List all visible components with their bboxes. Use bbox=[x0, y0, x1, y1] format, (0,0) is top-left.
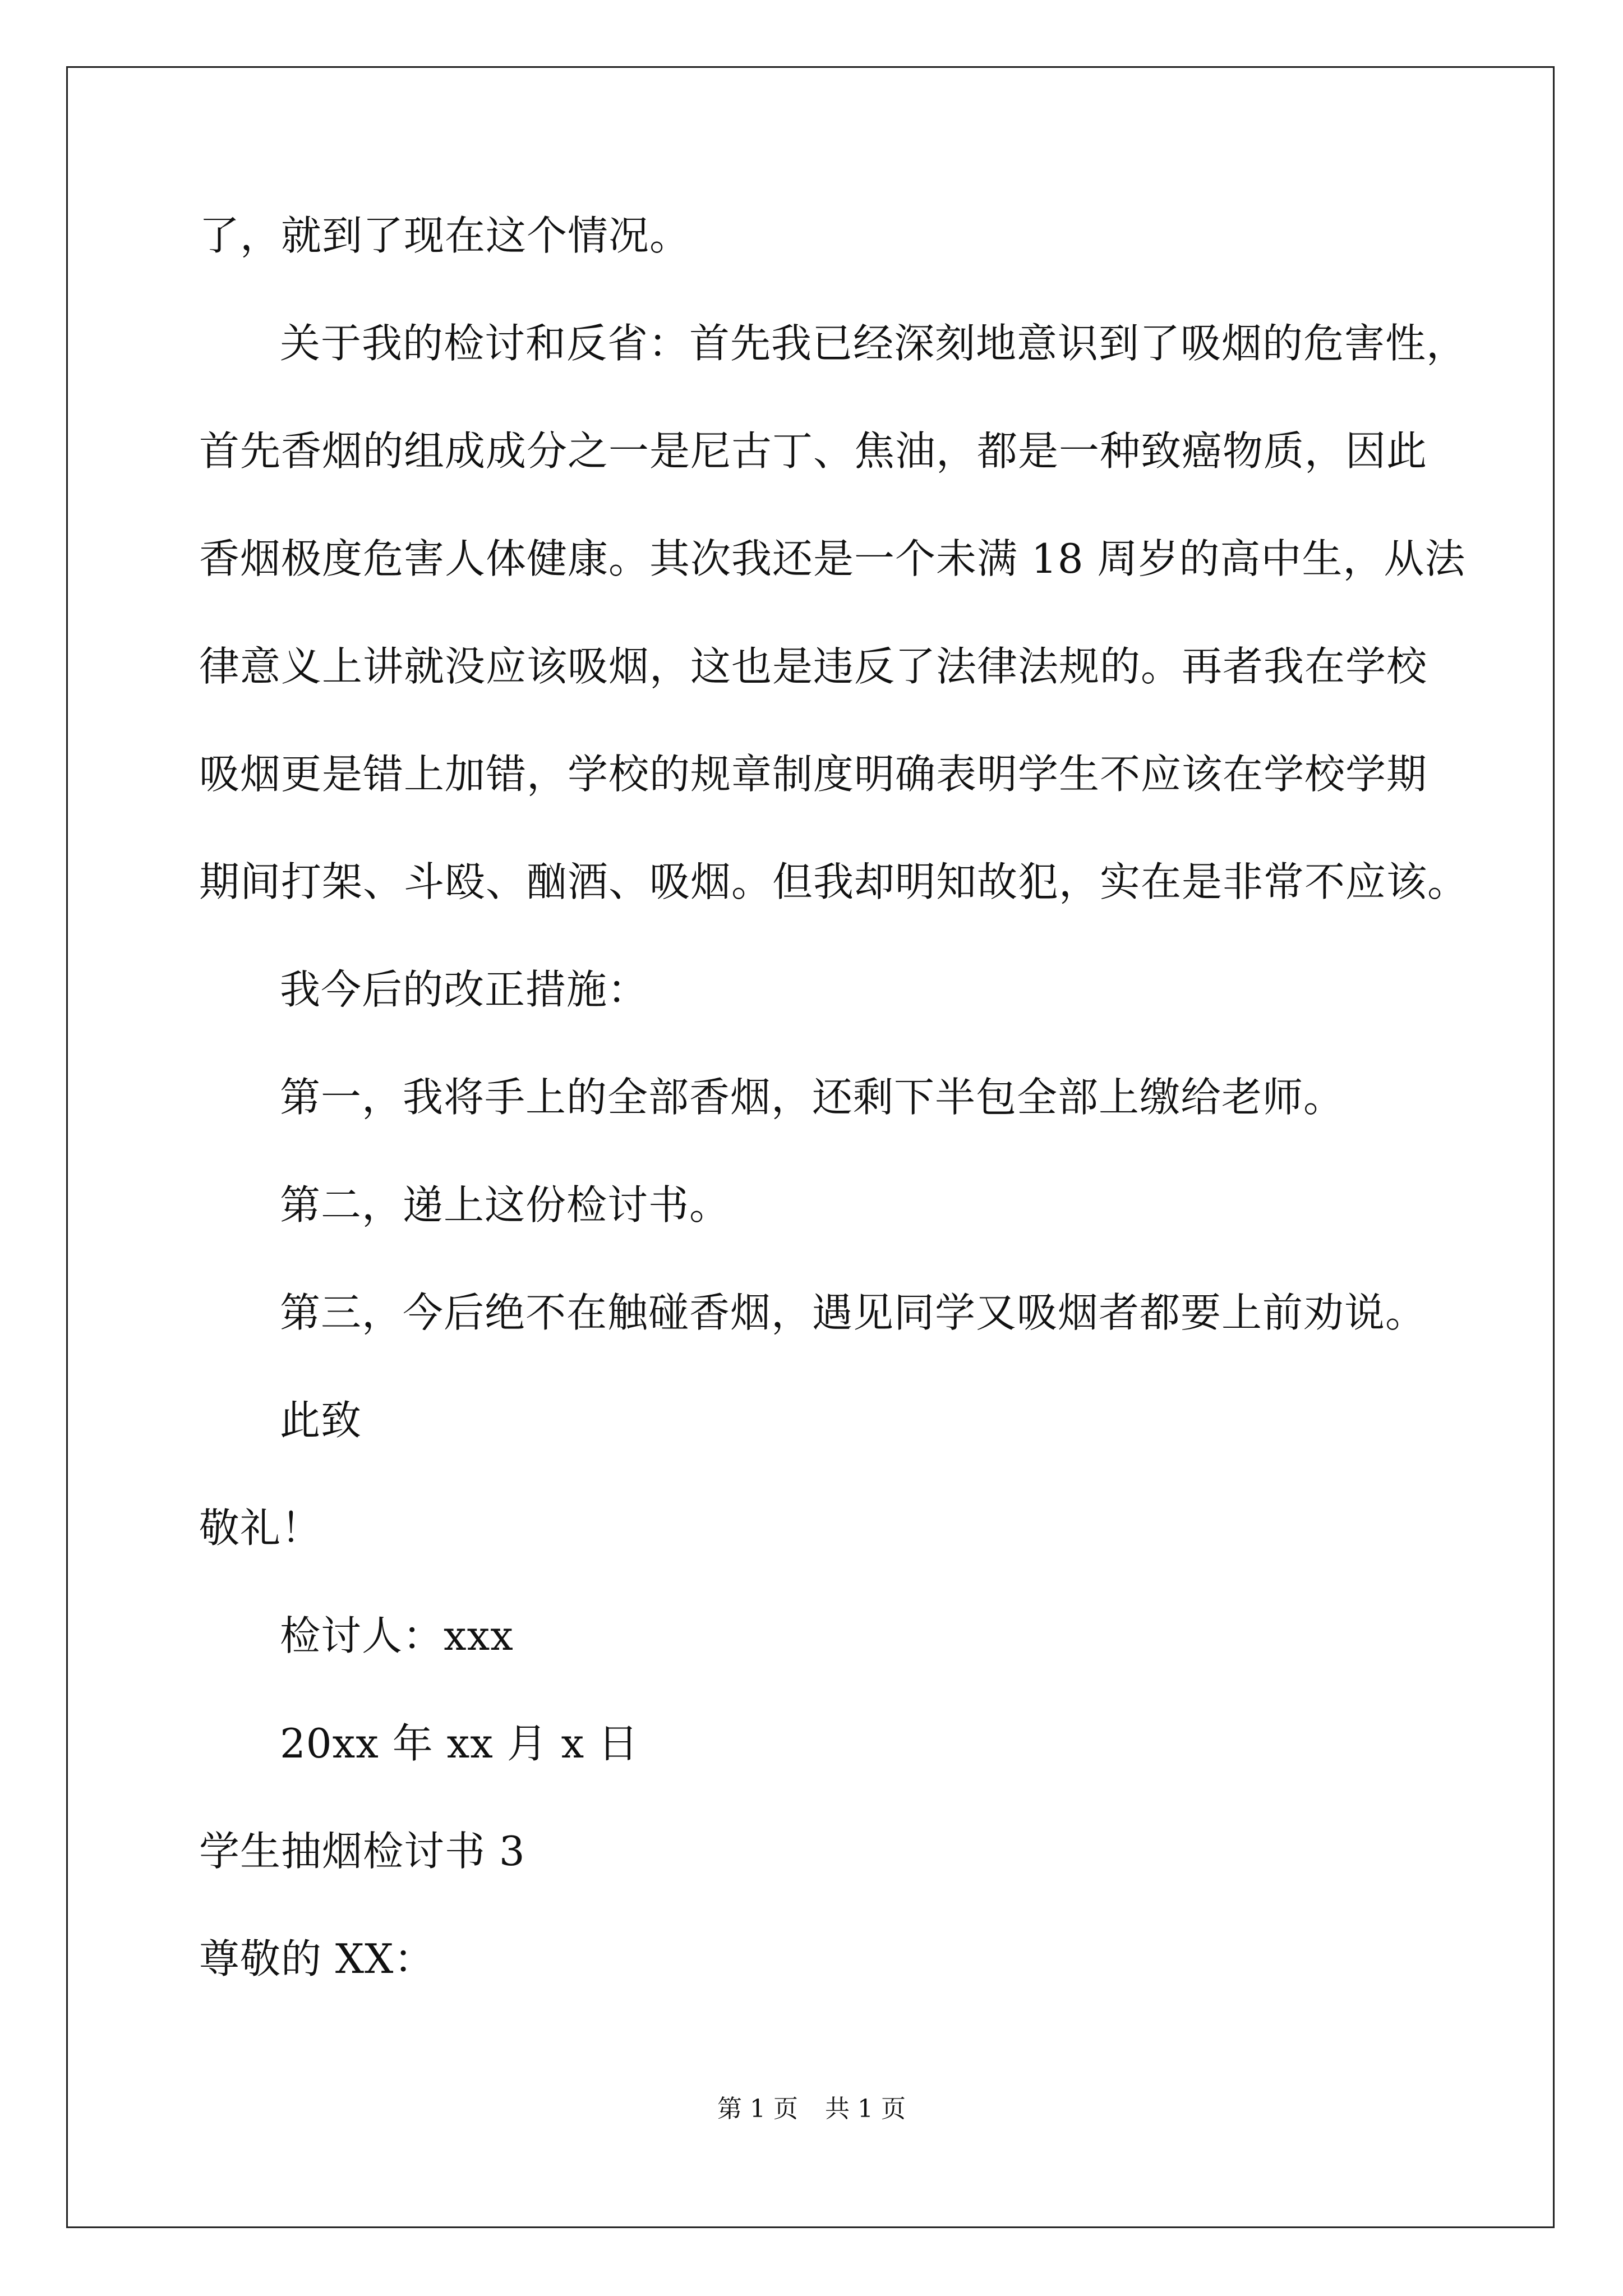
text-line-8: 我今后的改正措施： bbox=[280, 966, 649, 1013]
text-line-5: 律意义上讲就没应该吸烟，这也是违反了法律法规的。再者我在学校 bbox=[199, 643, 1428, 690]
signature-author: 检讨人：xxx bbox=[280, 1612, 514, 1659]
page-number-total: 共 1 页 bbox=[825, 2095, 906, 2123]
text-line-2: 关于我的检讨和反省：首先我已经深刻地意识到了吸烟的危害性， bbox=[280, 320, 1468, 367]
text-line-3: 首先香烟的组成成分之一是尼古丁、焦油，都是一种致癌物质，因此 bbox=[199, 427, 1428, 475]
closing-respect: 敬礼！ bbox=[199, 1504, 322, 1552]
document-body bbox=[199, 212, 1469, 2044]
text-line-6: 吸烟更是错上加错，学校的规章制度明确表明学生不应该在学校学期 bbox=[199, 751, 1428, 798]
text-line-4: 香烟极度危害人体健康。其次我还是一个未满 18 周岁的高中生，从法 bbox=[199, 535, 1466, 582]
closing-salutation: 此致 bbox=[280, 1397, 362, 1444]
text-line-10: 第二，递上这份检讨书。 bbox=[280, 1181, 731, 1228]
text-line-11: 第三，今后绝不在触碰香烟，遇见同学又吸烟者都要上前劝说。 bbox=[280, 1289, 1427, 1336]
signature-date: 20xx 年 xx 月 x 日 bbox=[280, 1720, 639, 1767]
section-heading: 学生抽烟检讨书 3 bbox=[199, 1828, 525, 1875]
text-line-1: 了，就到了现在这个情况。 bbox=[199, 212, 691, 259]
text-line-9: 第一，我将手上的全部香烟，还剩下半包全部上缴给老师。 bbox=[280, 1074, 1345, 1121]
letter-greeting: 尊敬的 XX： bbox=[199, 1935, 435, 1982]
page-number-current: 第 1 页 bbox=[717, 2095, 798, 2123]
text-line-7: 期间打架、斗殴、酗酒、吸烟。但我却明知故犯，实在是非常不应该。 bbox=[199, 858, 1469, 905]
page-footer bbox=[0, 2095, 1623, 2123]
